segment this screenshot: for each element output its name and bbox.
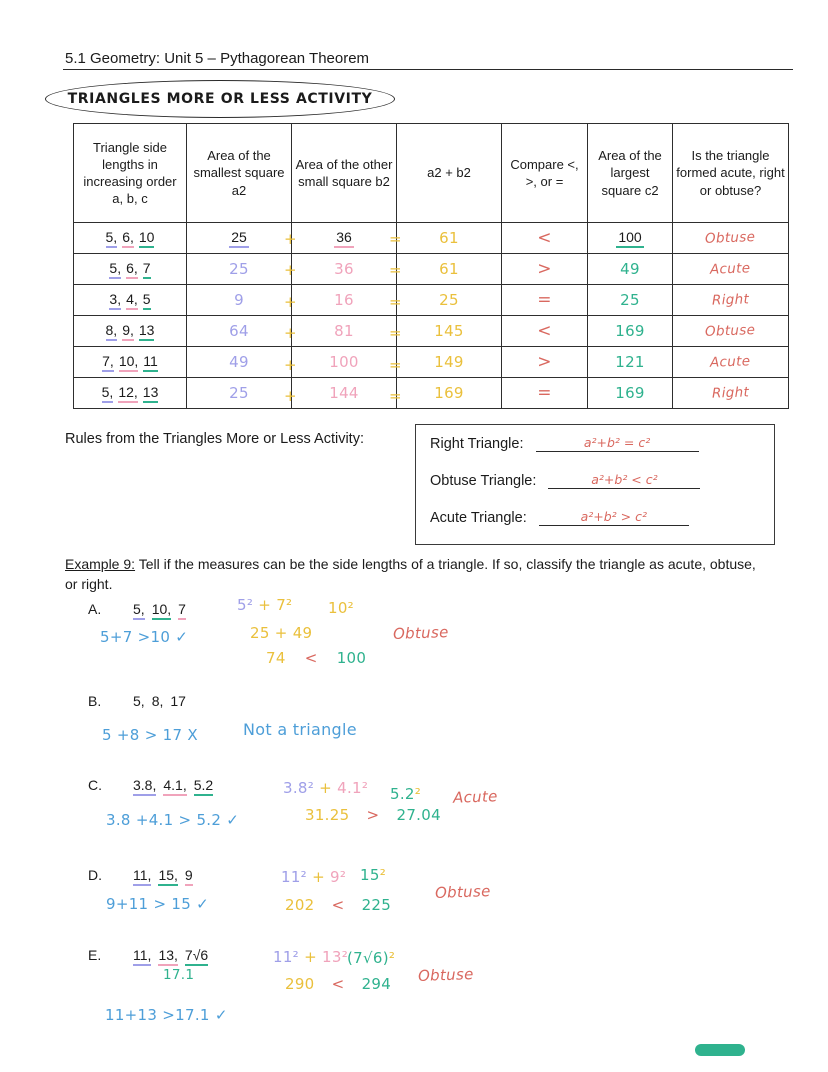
plus-annotation: + (284, 387, 297, 405)
part-d-classification: Obtuse (434, 882, 491, 902)
compare-value: < (502, 223, 588, 254)
side-a: 11, (133, 867, 151, 886)
sq-b: 9² (330, 868, 347, 886)
plus-sign: + (304, 948, 317, 966)
sq-b: 13² (322, 948, 349, 966)
side-b: 15, (158, 867, 177, 886)
part-a-sides (133, 601, 193, 617)
sq-a: 11² (273, 948, 300, 966)
c2-value: 100 (616, 229, 643, 248)
sq-a: 5² (237, 596, 254, 614)
teal-marker-stroke (695, 1044, 745, 1056)
side-b: 12, (118, 384, 137, 403)
sq-b: 4.1² (337, 779, 369, 797)
page-title: 5.1 Geometry: Unit 5 – Pythagorean Theorem (65, 50, 370, 67)
b2-value: 36 (334, 229, 354, 248)
plus-sign: + (319, 779, 333, 797)
plus-annotation: + (284, 261, 297, 279)
col-header-a2: Area of the smallest square a2 (187, 124, 292, 223)
a2-value: 64 (187, 316, 292, 347)
sum-value: 61 (397, 254, 502, 285)
part-b-triangle-inequality-check (102, 726, 198, 744)
rule-label: Acute Triangle: (430, 510, 527, 526)
part-c-result-line (305, 806, 441, 824)
side-b: 8, (151, 693, 164, 709)
check-mark: ✓ (226, 811, 240, 829)
side-a: 3.8, (133, 777, 156, 796)
c2-value: 169 (588, 316, 673, 347)
part-a-squares-expression (237, 596, 292, 614)
sq-a: 11² (281, 868, 308, 886)
col-header-compare: Compare <, >, or = (502, 124, 588, 223)
a2-value: 9 (187, 285, 292, 316)
side-c: 7√6 (185, 947, 208, 966)
part-d-squares-expression (281, 868, 346, 886)
check-mark: ✓ (196, 895, 210, 913)
part-c-squares-expression (283, 779, 368, 797)
col-header-classification: Is the triangle formed acute, right or obtuse? (673, 124, 789, 223)
side-a: 5, (106, 229, 118, 248)
side-b: 4.1, (163, 777, 186, 796)
side-c: 11 (143, 353, 158, 372)
side-a: 5, (133, 693, 145, 709)
table-row (74, 316, 789, 347)
inequality: 5 +8 > 17 (102, 726, 183, 744)
side-a: 5, (102, 384, 114, 403)
compare-value: < (502, 316, 588, 347)
inequality: 9+11 > 15 (106, 895, 192, 913)
plus-annotation: + (284, 230, 297, 248)
sum-value: 61 (397, 223, 502, 254)
result-comparison: < (331, 896, 345, 914)
result-comparison: > (366, 806, 380, 824)
side-b: 4, (126, 291, 138, 310)
result-comparison: < (331, 975, 345, 993)
c2-value: 169 (588, 378, 673, 409)
side-c: 9 (185, 867, 193, 886)
equals-annotation: = (389, 261, 402, 279)
rule-formula: a²+b² > c² (580, 509, 647, 524)
part-c-triangle-inequality-check (106, 811, 239, 829)
result-left: 31.25 (305, 806, 350, 824)
equals-annotation: = (389, 230, 402, 248)
c2-value: 121 (588, 347, 673, 378)
part-c-classification: Acute (452, 787, 498, 807)
part-d-label: D. (88, 867, 102, 883)
side-c: 5 (143, 291, 151, 310)
part-a-result-line (266, 649, 366, 667)
inequality: 3.8 +4.1 > 5.2 (106, 811, 222, 829)
c2-value: 49 (588, 254, 673, 285)
sq-c-exponent: ² (388, 949, 396, 967)
part-a-label: A. (88, 601, 102, 617)
sq-c-base: 15 (360, 866, 380, 884)
equals-annotation: = (389, 324, 402, 342)
result-right: 100 (336, 649, 367, 667)
c2-value: 25 (588, 285, 673, 316)
compare-value: = (502, 378, 588, 409)
side-b: 10, (119, 353, 138, 372)
b2-value: 36 (292, 254, 397, 285)
check-mark: ✓ (175, 628, 189, 646)
side-c: 13 (139, 322, 155, 341)
rule-right-triangle (430, 435, 774, 472)
table-row (74, 254, 789, 285)
part-c-sides (133, 777, 220, 793)
side-b: 6, (126, 260, 138, 279)
table-row (74, 285, 789, 316)
sq-c-base: 5.2 (390, 785, 415, 803)
classification-value: Obtuse (705, 322, 756, 340)
side-c: 7 (178, 601, 186, 620)
a2-value: 25 (187, 378, 292, 409)
check-mark: ✓ (214, 1006, 228, 1024)
triangles-table-wrapper (73, 123, 788, 409)
side-a: 5, (133, 601, 145, 620)
part-a-sq-c: 10² (328, 599, 355, 617)
classification-value: Right (711, 291, 750, 309)
side-b: 13, (158, 947, 177, 966)
part-b-label: B. (88, 693, 102, 709)
rule-acute-triangle (430, 509, 774, 546)
part-c-sq-c (390, 785, 421, 803)
sq-a: 3.8² (283, 779, 315, 797)
side-c: 17 (170, 693, 186, 709)
part-a-classification: Obtuse (392, 623, 449, 643)
part-e-label: E. (88, 947, 102, 963)
result-right: 294 (361, 975, 392, 993)
a2-value: 25 (229, 229, 249, 248)
classification-value: Right (711, 384, 750, 402)
col-header-b2: Area of the other small square b2 (292, 124, 397, 223)
a2-value: 25 (187, 254, 292, 285)
sq-b: 7² (276, 596, 293, 614)
side-a: 7, (102, 353, 114, 372)
part-e-sq-c (347, 949, 395, 967)
compare-value: > (502, 347, 588, 378)
sum-value: 25 (397, 285, 502, 316)
part-e-root-approximation: 17.1 (163, 967, 195, 983)
sum-value: 169 (397, 378, 502, 409)
rule-label: Right Triangle: (430, 436, 524, 452)
result-left: 290 (285, 975, 315, 993)
b2-value: 16 (292, 285, 397, 316)
sum-value: 145 (397, 316, 502, 347)
side-c: 5.2 (194, 777, 213, 796)
result-right: 225 (361, 896, 392, 914)
part-b-sides (133, 693, 193, 709)
rule-label: Obtuse Triangle: (430, 473, 537, 489)
table-row (74, 378, 789, 409)
part-b-note: Not a triangle (243, 720, 357, 739)
equals-annotation: = (389, 387, 402, 405)
classification-value: Acute (710, 353, 751, 371)
table-header-row (74, 124, 789, 223)
compare-value: = (502, 285, 588, 316)
side-b: 10, (152, 601, 171, 620)
part-e-sides (133, 947, 215, 963)
side-a: 11, (133, 947, 151, 966)
activity-badge (45, 80, 395, 118)
part-e-result-line (285, 975, 391, 993)
part-d-sides (133, 867, 200, 883)
result-comparison: < (304, 649, 318, 667)
example-9-text: Tell if the measures can be the side lengths of a triangle. If so, classify the triangle as acute, obtuse, or right. (65, 556, 756, 592)
part-e-classification: Obtuse (417, 965, 474, 985)
plus-annotation: + (284, 324, 297, 342)
b2-value: 100 (292, 347, 397, 378)
sum-value: 149 (397, 347, 502, 378)
result-right: 27.04 (396, 806, 441, 824)
side-a: 5, (109, 260, 121, 279)
x-mark: X (187, 726, 198, 744)
equals-annotation: = (389, 356, 402, 374)
part-d-result-line (285, 896, 391, 914)
plus-annotation: + (284, 293, 297, 311)
triangles-table (73, 123, 789, 409)
side-c: 13 (143, 384, 159, 403)
rule-formula: a²+b² < c² (591, 472, 658, 487)
part-a-sum-line: 25 + 49 (250, 624, 313, 642)
col-header-c2: Area of the largest square c2 (588, 124, 673, 223)
equals-annotation: = (389, 293, 402, 311)
compare-value: > (502, 254, 588, 285)
b2-value: 144 (292, 378, 397, 409)
sq-c-exponent: ² (379, 866, 387, 884)
part-e-squares-expression (273, 948, 348, 966)
part-c-label: C. (88, 777, 102, 793)
col-header-sides: Triangle side lengths in increasing order a, b, c (74, 124, 187, 223)
inequality: 5+7 >10 (100, 628, 171, 646)
part-e-triangle-inequality-check (105, 1006, 228, 1024)
rule-obtuse-triangle (430, 472, 774, 509)
example-9-title: Example 9: (65, 556, 136, 572)
classification-value: Acute (710, 260, 751, 278)
table-row (74, 347, 789, 378)
result-left: 202 (285, 896, 315, 914)
result-left: 74 (266, 649, 286, 667)
part-d-sq-c (360, 866, 386, 884)
table-row (74, 223, 789, 254)
activity-badge-label: TRIANGLES MORE OR LESS ACTIVITY (67, 91, 373, 107)
b2-value: 81 (292, 316, 397, 347)
a2-value: 49 (187, 347, 292, 378)
plus-sign: + (258, 596, 272, 614)
col-header-sum: a2 + b2 (397, 124, 502, 223)
side-b: 9, (122, 322, 134, 341)
side-a: 3, (109, 291, 121, 310)
plus-sign: + (312, 868, 325, 886)
sq-c-base: (7√6) (347, 949, 389, 967)
side-c: 10 (139, 229, 155, 248)
plus-annotation: + (284, 356, 297, 374)
rule-formula: a²+b² = c² (583, 435, 651, 450)
side-a: 8, (106, 322, 118, 341)
inequality: 11+13 >17.1 (105, 1006, 210, 1024)
sq-c-exponent: ² (414, 785, 422, 803)
example-9-paragraph (65, 555, 770, 594)
rules-intro: Rules from the Triangles More or Less Activity: (65, 431, 364, 447)
part-d-triangle-inequality-check (106, 895, 209, 913)
side-c: 7 (143, 260, 151, 279)
title-underline (63, 69, 793, 70)
part-a-triangle-inequality-check (100, 628, 188, 646)
classification-value: Obtuse (705, 229, 756, 247)
rules-box (415, 424, 775, 545)
side-b: 6, (122, 229, 134, 248)
